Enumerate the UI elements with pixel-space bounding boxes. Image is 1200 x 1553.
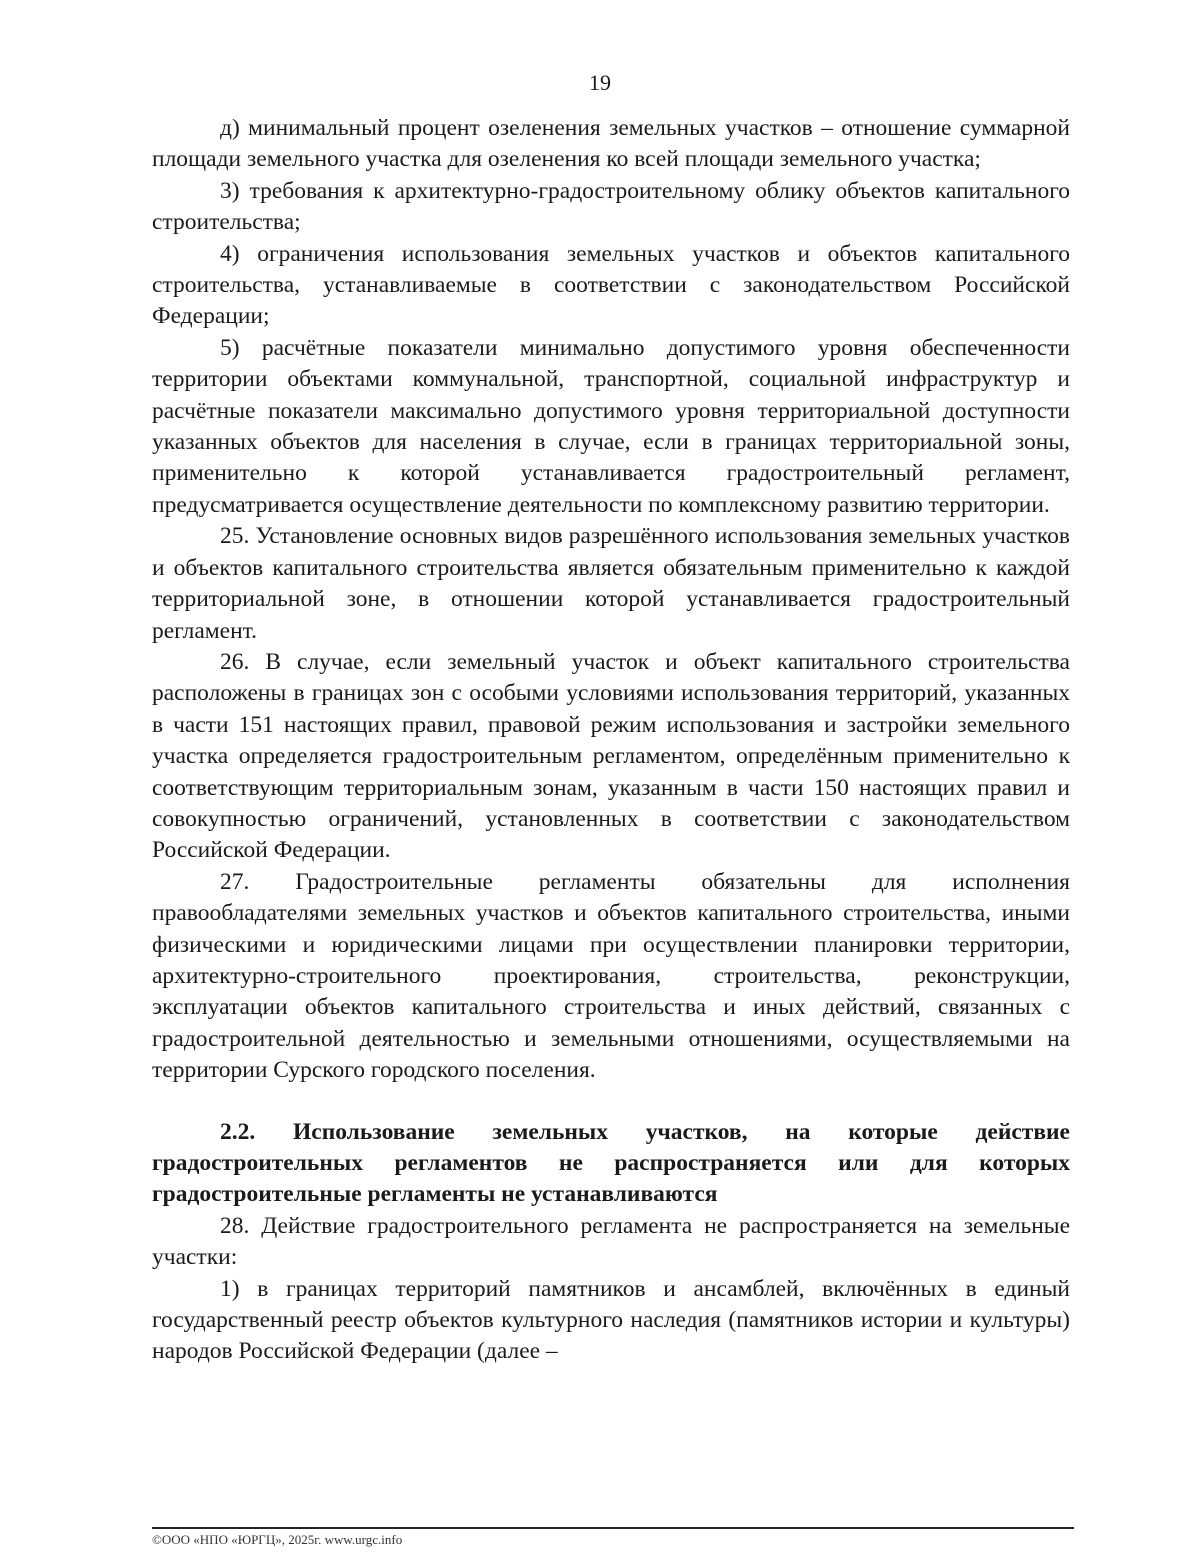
- paragraph-item-5: 5) расчётные показатели минимально допустимого уровня обеспеченности территории объектами коммунальной, транспортной, социальной инфраструктур и расчётные показатели максимально допустимого уровня территориальной доступности указанных объектов для населения в случае, если в границах территориальной зоны, применительно к которой устанавливается градостроительный регламент, предусматривается осуществление деятельности по комплексному развитию территории.: [152, 334, 1070, 518]
- paragraph-item-3: 3) требования к архитектурно-градостроительному облику объектов капитального строительства;: [152, 177, 1070, 236]
- page-number: 19: [589, 70, 611, 95]
- paragraph-item-4: 4) ограничения использования земельных участков и объектов капитального строительства, устанавливаемые в соответствии с законодательством Российской Федерации;: [152, 240, 1070, 330]
- section-heading: 2.2. Использование земельных участков, на которые действие градостроительных регламентов не распространяется или для которых градостроительные регламенты не устанавливаются: [152, 1118, 1070, 1208]
- footer-divider: [152, 1527, 1074, 1529]
- paragraph-28: 28. Действие градостроительного регламента не распространяется на земельные участки:: [152, 1212, 1070, 1271]
- paragraph-26: 26. В случае, если земельный участок и объект капитального строительства расположены в границах зон с особыми условиями использования территорий, указанных в части 151 настоящих правил, правовой режим использования и застройки земельного участка определяется градостроительным регламентом, определённым применительно к соответствующим территориальным зонам, указанным в части 150 настоящих правил и совокупностью ограничений, установленных в соответствии с законодательством Российской Федерации.: [152, 648, 1070, 864]
- document-body: [152, 113, 1070, 1368]
- paragraph-28-item-1: 1) в границах территорий памятников и ансамблей, включённых в единый государственный реестр объектов культурного наследия (памятников истории и культуры) народов Российской Федерации (далее –: [152, 1275, 1070, 1365]
- paragraph-25: 25. Установление основных видов разрешённого использования земельных участков и объектов капитального строительства является обязательным применительно к каждой территориальной зоне, в отношении которой устанавливается градостроительный регламент.: [152, 523, 1070, 644]
- paragraph-27: 27. Градостроительные регламенты обязательны для исполнения правообладателями земельных участков и объектов капитального строительства, иными физическими и юридическими лицами при осуществлении планировки территории, архитектурно-строительного проектирования, строительства, реконструкции, эксплуатации объектов капитального строительства и иных действий, связанных с градостроительной деятельностью и земельными отношениями, осуществляемыми на территории Сурского городского поселения.: [152, 868, 1070, 1084]
- footer-copyright: ©ООО «НПО «ЮРГЦ», 2025г. www.urgc.info: [152, 1532, 403, 1547]
- paragraph-item-d: д) минимальный процент озеленения земельных участков – отношение суммарной площади земельного участка для озеленения ко всей площади земельного участка;: [152, 115, 1070, 173]
